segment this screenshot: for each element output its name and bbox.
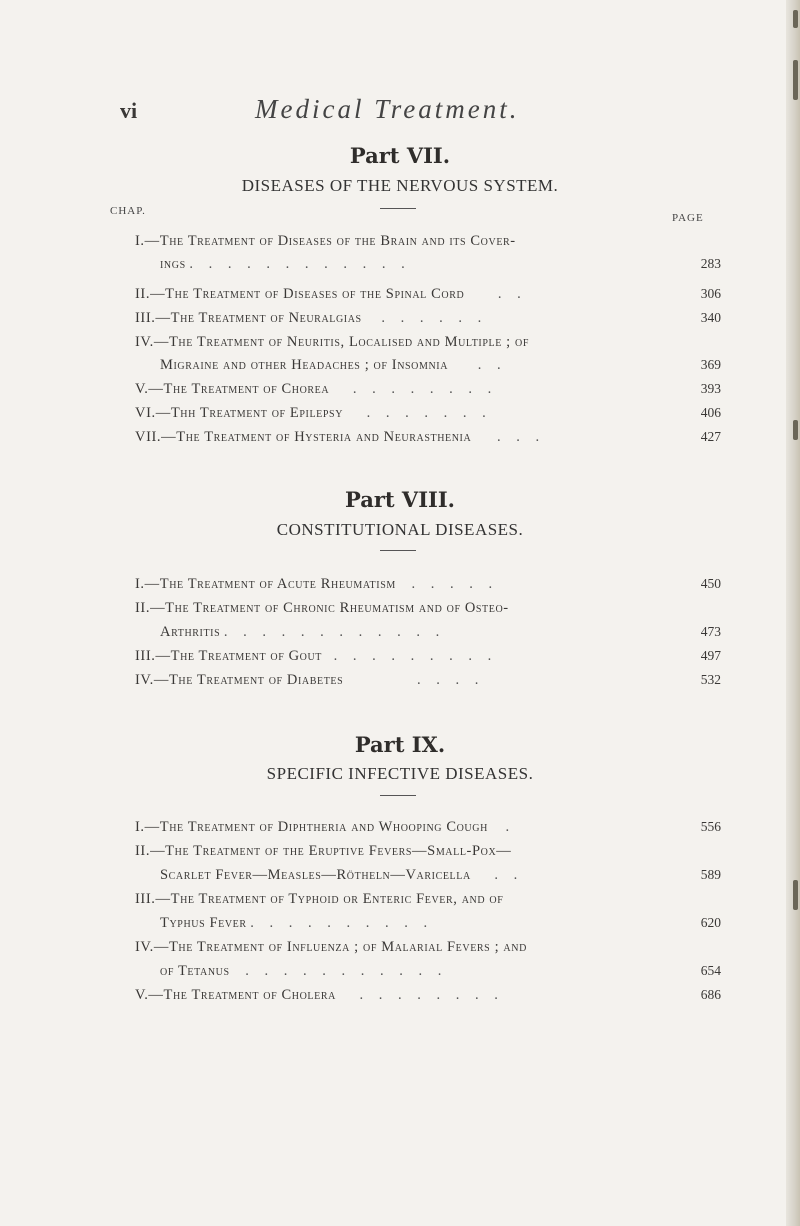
chapter-title: VII.—The Treatment of Hysteria and Neurasthenia [135, 429, 472, 445]
part-subtitle: SPECIFIC INFECTIVE DISEASES. [266, 764, 534, 783]
page-number: 427 [700, 429, 721, 444]
spine-mark [793, 420, 798, 440]
spine-mark [793, 10, 798, 28]
toc-entry-cont [160, 357, 721, 374]
toc-entry [135, 233, 715, 250]
toc-entry [135, 891, 715, 908]
leader-dots: . . . . . . . . [352, 381, 498, 397]
leader-dots: . . [497, 286, 527, 302]
leader-dots: . . [494, 867, 524, 883]
page-number: 406 [700, 405, 721, 420]
page-folio: vi [120, 98, 138, 123]
page-number: 340 [700, 310, 721, 325]
toc-entry [135, 405, 721, 422]
leader-dots: . . . . [416, 672, 485, 688]
page-number: 393 [700, 381, 721, 396]
toc-entry [135, 648, 721, 665]
leader-dots: . . . . . . . . . . [250, 915, 434, 931]
toc-entry-cont [160, 915, 721, 932]
toc-entry [135, 987, 721, 1004]
toc-entry-cont [160, 256, 721, 273]
chapter-title: Migraine and other Headaches ; of Insomnia [160, 357, 449, 373]
chapter-title: V.—The Treatment of Chorea [135, 381, 330, 397]
page-number: 283 [700, 256, 721, 271]
leader-dots: . . [477, 357, 507, 373]
chapter-title: III.—The Treatment of Neuralgias [135, 310, 362, 326]
page-number: 306 [700, 286, 721, 301]
chapter-title: VI.—Thh Treatment of Epilepsy [135, 405, 344, 421]
toc-entry-cont [160, 963, 721, 980]
toc-entry [135, 819, 721, 836]
part-heading: Part VII. [349, 143, 451, 168]
chapter-title: Typhus Fever [160, 915, 247, 931]
chapter-title: V.—The Treatment of Cholera [135, 987, 336, 1003]
leader-dots: . . . [496, 429, 546, 445]
chapter-title: ings [160, 256, 186, 272]
chapter-title: II.—The Treatment of Chronic Rheumatism and of Osteo- [135, 600, 509, 616]
page-number: 450 [700, 576, 721, 591]
leader-dots: . . . . . . . . [359, 987, 504, 1003]
running-head-text: Medical Treatment. [255, 94, 520, 124]
toc-entry [135, 939, 715, 956]
chapter-title: of Tetanus [160, 963, 230, 979]
page-number: 473 [700, 624, 721, 639]
chapter-title: Scarlet Fever—Measles—Rötheln—Varicella [160, 867, 471, 883]
chapter-title: II.—The Treatment of Diseases of the Spinal Cord [135, 286, 465, 302]
page-number: 686 [700, 987, 721, 1002]
chapter-title: Arthritis [160, 624, 221, 640]
toc-entry [135, 600, 715, 617]
chapter-title: I.—The Treatment of Acute Rheumatism [135, 576, 396, 592]
toc-entry [135, 672, 721, 689]
running-head [255, 94, 519, 125]
toc-entry [135, 334, 715, 351]
leader-dots: . . . . . . . . . . . [245, 963, 448, 979]
page-number: 556 [700, 819, 721, 834]
chapter-title: III.—The Treatment of Gout [135, 648, 323, 664]
toc-entry [135, 381, 721, 398]
part-subtitle: DISEASES OF THE NERVOUS SYSTEM. [241, 176, 559, 195]
toc-entry-cont [160, 867, 721, 884]
chapter-title: III.—The Treatment of Typhoid or Enteric Fever, and of [135, 891, 504, 907]
toc-entry [135, 429, 721, 446]
page-number: 620 [700, 915, 721, 930]
toc-entry-cont [160, 624, 721, 641]
toc-entry [135, 310, 721, 327]
chapter-title: I.—The Treatment of Diseases of the Brain and its Cover- [135, 233, 516, 249]
leader-dots: . [505, 819, 516, 835]
page-label: PAGE [672, 212, 704, 224]
part-heading: Part VIII. [345, 487, 455, 512]
leader-dots: . . . . . . . [366, 405, 492, 421]
toc-entry [135, 843, 715, 860]
leader-dots: . . . . . . [381, 310, 488, 326]
chapter-title: IV.—The Treatment of Neuritis, Localised and Multiple ; of [135, 334, 529, 350]
page-number: 497 [700, 648, 721, 663]
leader-dots: . . . . . . . . . . . . [189, 256, 411, 272]
spine-mark [793, 880, 798, 910]
chapter-title: IV.—The Treatment of Diabetes [135, 672, 344, 688]
page-number: 532 [700, 672, 721, 687]
page-number: 369 [700, 357, 721, 372]
leader-dots: . . . . . . . . . [333, 648, 498, 664]
page-number: 654 [700, 963, 721, 978]
leader-dots: . . . . . . . . . . . . [223, 624, 446, 640]
chapter-title: IV.—The Treatment of Influenza ; of Malarial Fevers ; and [135, 939, 527, 955]
part-heading: Part IX. [354, 732, 446, 757]
toc-entry [135, 286, 721, 303]
divider-rule [380, 795, 416, 796]
leader-dots: . . . . . [411, 576, 499, 592]
part-subtitle: CONSTITUTIONAL DISEASES. [276, 520, 524, 539]
divider-rule [380, 208, 416, 209]
chap-label: CHAP. [110, 205, 146, 217]
chapter-title: II.—The Treatment of the Eruptive Fevers—Small-Pox— [135, 843, 512, 859]
toc-entry [135, 576, 721, 593]
chapter-title: I.—The Treatment of Diphtheria and Whooping Cough [135, 819, 488, 835]
spine-mark [793, 60, 798, 100]
divider-rule [380, 550, 416, 551]
page-number: 589 [700, 867, 721, 882]
